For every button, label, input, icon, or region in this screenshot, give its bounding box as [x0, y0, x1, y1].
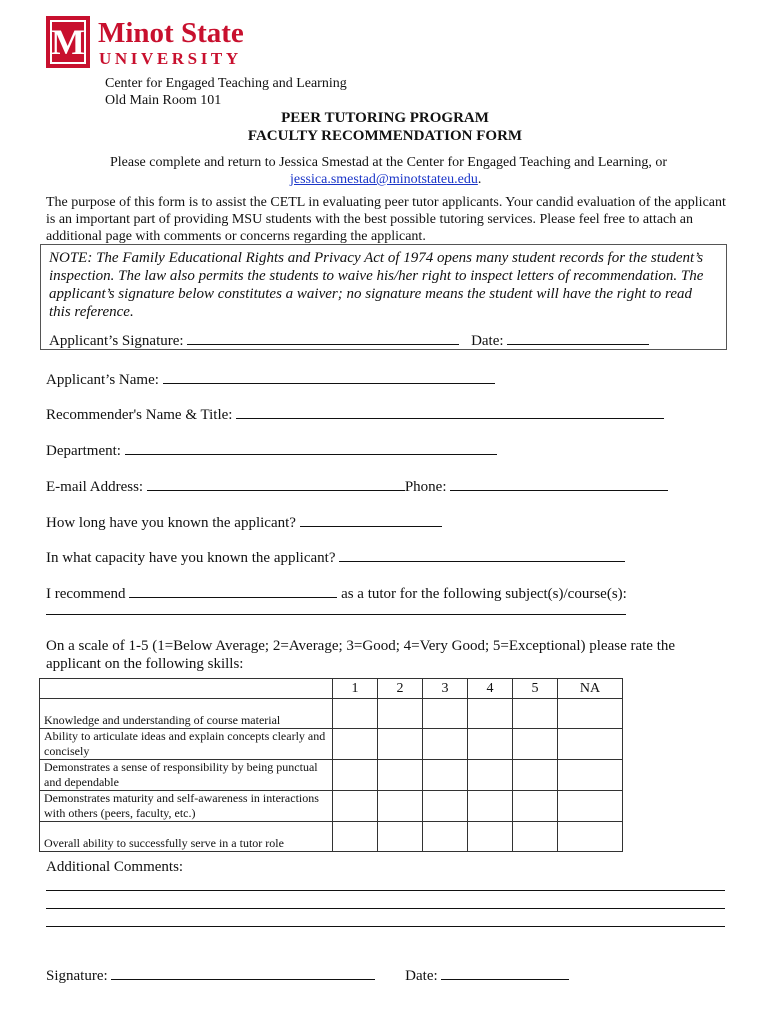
rating-cell[interactable]: [468, 822, 513, 852]
skill-label: Demonstrates maturity and self-awareness in interactions with others (peers, faculty, etc.): [40, 791, 333, 822]
ferpa-note-box: [40, 244, 727, 350]
comments-line-1[interactable]: [46, 890, 725, 891]
footer-signature-row: [46, 965, 569, 985]
applicant-signature-field[interactable]: [187, 330, 459, 345]
applicant-name-row: [46, 369, 495, 389]
rating-cell[interactable]: [378, 822, 423, 852]
capacity-field[interactable]: [339, 547, 625, 562]
rating-cell[interactable]: [513, 760, 558, 791]
rating-cell[interactable]: [558, 760, 623, 791]
column-header: 4: [468, 679, 513, 699]
applicant-date-field[interactable]: [507, 330, 649, 345]
rating-cell[interactable]: [468, 791, 513, 822]
rating-cell[interactable]: [333, 729, 378, 760]
footer-date-label: Date:: [405, 968, 438, 984]
rating-cell[interactable]: [423, 760, 468, 791]
purpose-line-3: additional page with comments or concerns regarding the applicant.: [46, 229, 426, 244]
rating-header-row: [40, 679, 623, 699]
email-label: E-mail Address:: [46, 479, 144, 495]
rating-cell[interactable]: [378, 760, 423, 791]
rating-cell[interactable]: [558, 822, 623, 852]
rating-cell[interactable]: [513, 791, 558, 822]
recommend-label-post: as a tutor for the following subject(s)/course(s):: [341, 586, 627, 602]
department-label: Department:: [46, 443, 121, 459]
phone-field[interactable]: [450, 476, 668, 491]
skill-label: Knowledge and understanding of course material: [40, 699, 333, 729]
applicant-signature-label: Applicant’s Signature:: [49, 333, 184, 349]
rating-cell[interactable]: [378, 791, 423, 822]
rating-cell[interactable]: [468, 760, 513, 791]
rating-cell[interactable]: [513, 822, 558, 852]
form-title: FACULTY RECOMMENDATION FORM: [247, 128, 523, 144]
table-row: [40, 791, 623, 822]
rating-table: [39, 678, 623, 852]
capacity-row: [46, 547, 625, 567]
email-field[interactable]: [147, 476, 405, 491]
column-header: 2: [378, 679, 423, 699]
skill-label: Demonstrates a sense of responsibility by being punctual and dependable: [40, 760, 333, 791]
rating-cell[interactable]: [423, 822, 468, 852]
scale-instructions-1: On a scale of 1-5 (1=Below Average; 2=Average; 3=Good; 4=Very Good; 5=Exceptional) please rate the: [46, 638, 676, 654]
program-title: PEER TUTORING PROGRAM: [281, 110, 489, 126]
recommend-row: [46, 583, 627, 603]
room-info: Old Main Room 101: [105, 93, 222, 108]
rating-cell[interactable]: [558, 791, 623, 822]
footer-date-field[interactable]: [441, 965, 569, 980]
recommend-label-pre: I recommend: [46, 586, 126, 602]
rating-cell[interactable]: [468, 699, 513, 729]
department-row: [46, 440, 497, 460]
rating-cell[interactable]: [333, 699, 378, 729]
column-header: 3: [423, 679, 468, 699]
email-suffix: .: [477, 172, 482, 187]
logo-letter: M: [51, 22, 85, 62]
rating-cell[interactable]: [513, 699, 558, 729]
department-field[interactable]: [125, 440, 497, 455]
table-row: [40, 699, 623, 729]
recommender-field[interactable]: [236, 404, 664, 419]
instructions-line: Please complete and return to Jessica Smestad at the Center for Engaged Teaching and Learning, or: [110, 155, 668, 170]
applicant-signature-row: [49, 330, 649, 350]
rating-cell[interactable]: [423, 791, 468, 822]
rating-cell[interactable]: [378, 699, 423, 729]
recommender-label: Recommender's Name & Title:: [46, 407, 233, 423]
rating-cell[interactable]: [333, 791, 378, 822]
rating-cell[interactable]: [558, 699, 623, 729]
recommender-row: [46, 404, 664, 424]
column-header: 5: [513, 679, 558, 699]
how-long-row: [46, 512, 442, 532]
rating-cell[interactable]: [468, 729, 513, 760]
skill-label: Ability to articulate ideas and explain concepts clearly and concisely: [40, 729, 333, 760]
comments-line-2[interactable]: [46, 908, 725, 909]
scale-instructions-2: applicant on the following skills:: [46, 656, 244, 672]
purpose-line-1: The purpose of this form is to assist the CETL in evaluating peer tutor applicants. Your candid evaluation of the applicant: [46, 195, 726, 210]
skill-label: Overall ability to successfully serve in a tutor role: [40, 822, 333, 852]
rating-cell[interactable]: [558, 729, 623, 760]
rating-cell[interactable]: [378, 729, 423, 760]
table-row: [40, 729, 623, 760]
rating-cell[interactable]: [333, 822, 378, 852]
header-empty-cell: [40, 679, 333, 699]
ferpa-note-text: NOTE: The Family Educational Rights and Privacy Act of 1974 opens many student records for the student’s inspection. The law also permits the students to waive his/her right to inspect letters of recommendation. The applicant’s signature below constitutes a waiver; no signature means the student will have the right to read this reference.: [49, 250, 704, 320]
rating-cell[interactable]: [423, 729, 468, 760]
subjects-field[interactable]: [46, 614, 626, 615]
email-phone-row: [46, 476, 668, 496]
contact-email-link[interactable]: jessica.smestad@minotstateu.edu: [290, 172, 478, 187]
rating-cell[interactable]: [333, 760, 378, 791]
university-name: Minot State: [98, 17, 244, 49]
university-subtitle: UNIVERSITY: [99, 49, 242, 68]
how-long-field[interactable]: [300, 512, 442, 527]
applicant-name-field[interactable]: [163, 369, 495, 384]
footer-signature-label: Signature:: [46, 968, 108, 984]
instructions-email-line: [290, 171, 481, 189]
comments-line-3[interactable]: [46, 926, 725, 927]
applicant-date-label: Date:: [471, 333, 504, 349]
footer-signature-field[interactable]: [111, 965, 375, 980]
column-header: 1: [333, 679, 378, 699]
column-header: NA: [558, 679, 623, 699]
applicant-name-label: Applicant’s Name:: [46, 372, 159, 388]
rating-cell[interactable]: [423, 699, 468, 729]
purpose-line-2: is an important part of providing MSU students with the best possible tutoring services. Please feel free to attach an: [46, 212, 693, 227]
capacity-label: In what capacity have you known the applicant?: [46, 550, 336, 566]
comments-label: Additional Comments:: [46, 859, 184, 875]
center-name: Center for Engaged Teaching and Learning: [105, 76, 347, 91]
how-long-label: How long have you known the applicant?: [46, 515, 296, 531]
rating-cell[interactable]: [513, 729, 558, 760]
university-logo-shield: [46, 16, 90, 68]
table-row: [40, 822, 623, 852]
table-row: [40, 760, 623, 791]
phone-label: Phone:: [404, 479, 447, 495]
recommend-name-field[interactable]: [129, 583, 337, 598]
